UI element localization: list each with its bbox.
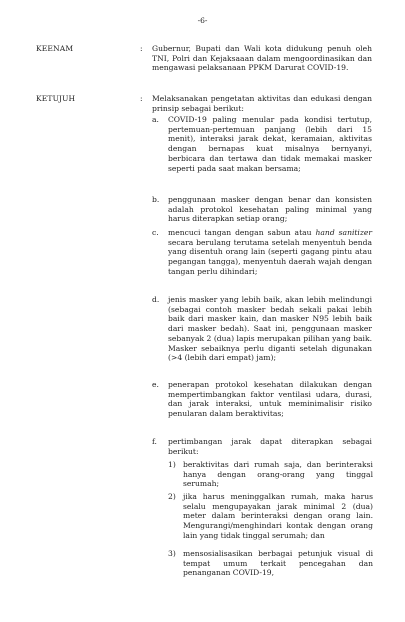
- list-item-text: [168, 228, 372, 277]
- list-letter: c.: [152, 228, 159, 237]
- section-label-keenam: KEENAM: [36, 44, 74, 53]
- list-letter: d.: [152, 295, 160, 304]
- list-item-text: COVID-19 paling menular pada kondisi tertutup, pertemuan-pertemuan panjang (lebih dari 15 menit), interaksi jarak dekat, keramaian, aktivitas dengan bernapas kuat misalnya bernyanyi, berbicara dan tertawa dan tidak memakai masker seperti pada saat makan bersama;: [168, 115, 372, 173]
- section-colon: :: [140, 94, 143, 103]
- list-item-text: pertimbangan jarak dapat diterapkan sebagai berikut:: [168, 437, 372, 456]
- sub-item-number: 1): [168, 460, 176, 469]
- page-number: -6-: [197, 16, 208, 25]
- section-colon: :: [140, 44, 143, 53]
- sub-item-number: 2): [168, 492, 176, 501]
- section-text-keenam: Gubernur, Bupati dan Wali kota didukung penuh oleh TNI, Polri dan Kejaksaaan dalam mengoordinasikan dan mengawasi pelaksanaan PPKM Darurat COVID-19.: [152, 44, 372, 73]
- section-label-ketujuh: KETUJUH: [36, 94, 76, 103]
- sub-item-number: 3): [168, 549, 176, 558]
- list-letter: f.: [152, 437, 157, 446]
- list-letter: e.: [152, 380, 159, 389]
- list-letter: b.: [152, 195, 160, 204]
- sub-item-text: beraktivitas dari rumah saja, dan berinteraksi hanya dengan orang-orang yang tinggal serumah;: [183, 460, 373, 489]
- list-item-text-part: secara berulang terutama setelah menyentuh benda yang disentuh orang lain (seperti gagang pintu atau pegangan tangga), menyentuh daerah wajah dengan tangan perlu dihindari;: [168, 237, 372, 276]
- list-item-text: penerapan protokol kesehatan dilakukan dengan mempertimbangkan faktor ventilasi udara, durasi, dan jarak interaksi, untuk meminimalisir risiko penularan dalam beraktivitas;: [168, 380, 372, 419]
- section-text-ketujuh: Melaksanakan pengetatan aktivitas dan edukasi dengan prinsip sebagai berikut:: [152, 94, 372, 113]
- list-item-italic-term: hand sanitizer: [315, 228, 372, 237]
- sub-item-text: mensosialisasikan berbagai petunjuk visual di tempat umum terkait pencegahan dan penanganan COVID-19,: [183, 549, 373, 578]
- sub-item-text: jika harus meninggalkan rumah, maka harus selalu mengupayakan jarak minimal 2 (dua) meter dalam berinteraksi dengan orang lain. Mengurangi/menghindari kontak dengan orang lain yang tidak tinggal serumah; dan: [183, 492, 373, 540]
- list-item-text: jenis masker yang lebih baik, akan lebih melindungi (sebagai contoh masker bedah sekali pakai lebih baik dari masker kain, dan masker N95 lebih baik dari masker bedah). Saat ini, penggunaan masker sebanyak 2 (dua) lapis merupakan pilihan yang baik. Masker sebaiknya perlu diganti setelah digunakan (>4 (lebih dari empat) jam);: [168, 295, 372, 363]
- list-item-text: penggunaan masker dengan benar dan konsisten adalah protokol kesehatan paling minimal yang harus diterapkan setiap orang;: [168, 195, 372, 224]
- list-item-text-part: mencuci tangan dengan sabun atau: [168, 228, 316, 237]
- list-letter: a.: [152, 115, 159, 124]
